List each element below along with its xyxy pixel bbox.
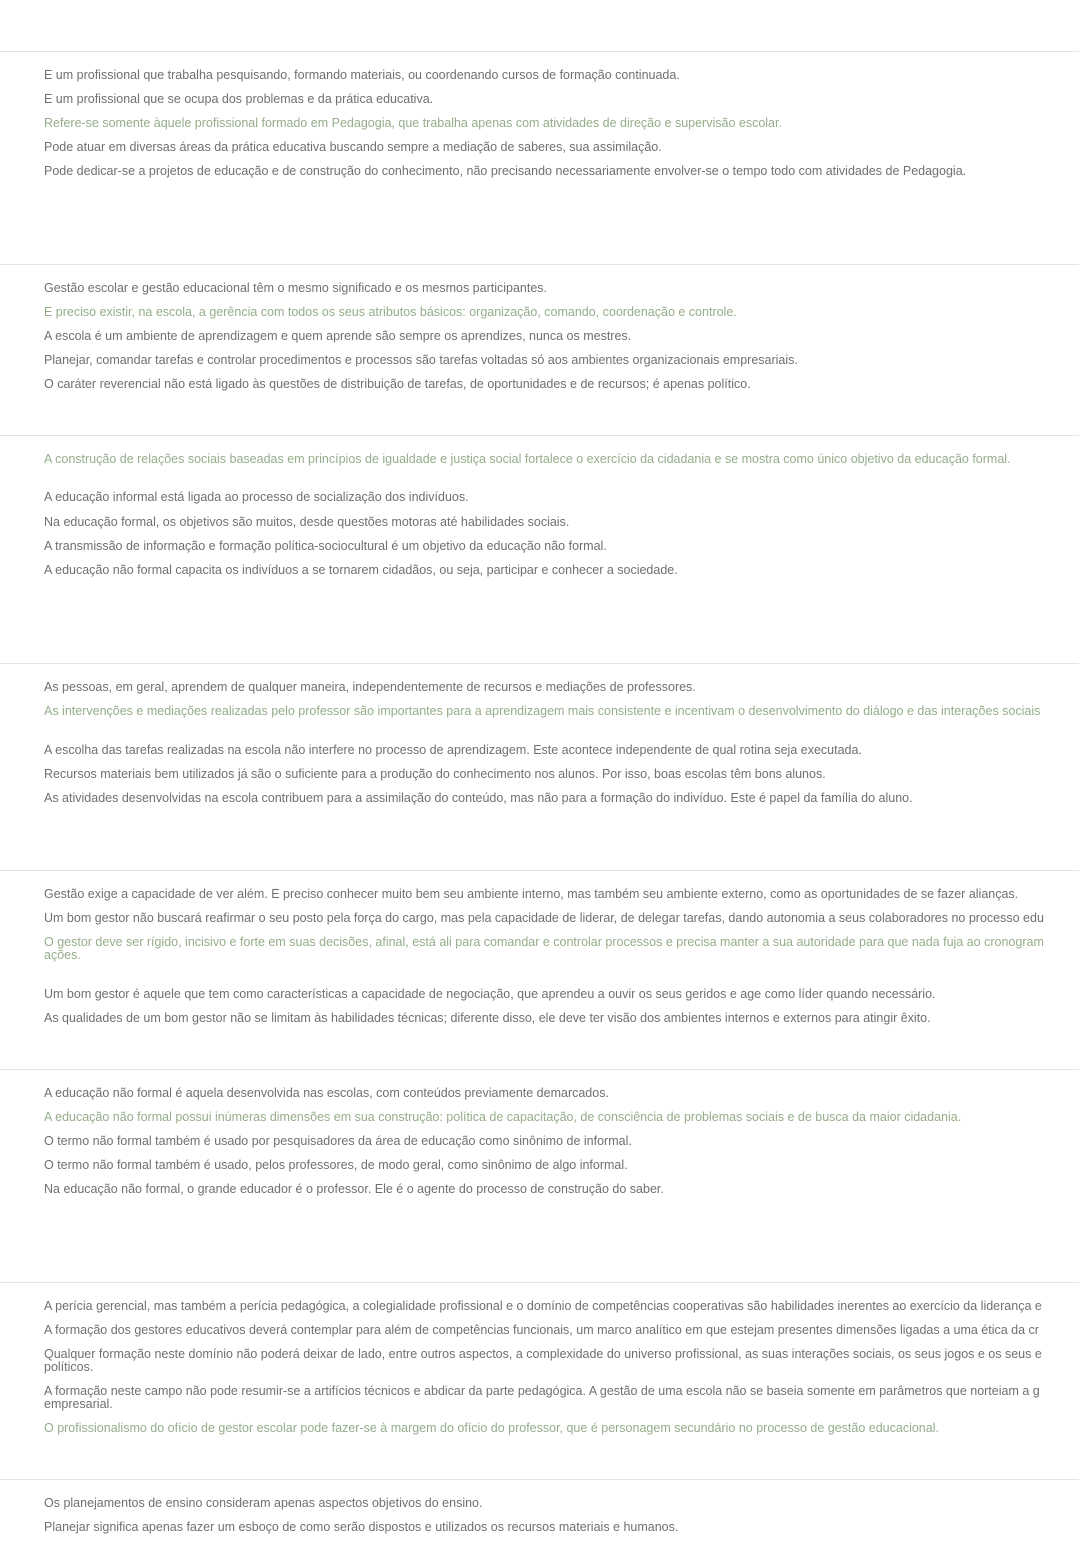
answer-option[interactable]: A educação não formal capacita os indivíduos a se tornarem cidadãos, ou seja, participar e conhecer a sociedade. (44, 564, 678, 577)
answer-option[interactable]: O termo não formal também é usado por pesquisadores da área de educação como sinônimo de informal. (44, 1135, 632, 1148)
answer-option[interactable]: A educação não formal é aquela desenvolvida nas escolas, com conteúdos previamente demarcados. (44, 1087, 609, 1100)
answer-option[interactable]: Gestão exige a capacidade de ver além. É preciso conhecer muito bem seu ambiente interno, mas também seu ambiente externo, como as oportunidades de se fazer alianças. (44, 888, 1019, 901)
answer-option[interactable]: O termo não formal também é usado, pelos professores, de modo geral, como sinônimo de algo informal. (44, 1159, 628, 1172)
divider (0, 264, 1079, 265)
answer-option[interactable]: Pode dedicar-se a projetos de educação e de construção do conhecimento, não precisando necessariamente envolver-se o tempo todo com atividades de Pedagogia. (44, 165, 967, 178)
answer-option-continuation: ações. (44, 949, 81, 962)
answer-option[interactable]: A perícia gerencial, mas também a perícia pedagógica, a colegialidade profissional e o domínio de competências cooperativas são habilidades inerentes ao exercício da liderança e (44, 1300, 1042, 1313)
answer-option[interactable]: Os planejamentos de ensino consideram apenas aspectos objetivos do ensino. (44, 1497, 483, 1510)
divider (0, 435, 1079, 436)
answer-option[interactable]: Gestão escolar e gestão educacional têm o mesmo significado e os mesmos participantes. (44, 282, 548, 295)
answer-option[interactable]: Planejar significa apenas fazer um esboço de como serão dispostos e utilizados os recursos materiais e humanos. (44, 1521, 679, 1534)
answer-option[interactable]: A educação informal está ligada ao processo de socialização dos indivíduos. (44, 491, 469, 504)
answer-option[interactable]: A escola é um ambiente de aprendizagem e quem aprende são sempre os aprendizes, nunca os mestres. (44, 330, 632, 343)
answer-option[interactable]: Na educação formal, os objetivos são muitos, desde questões motoras até habilidades sociais. (44, 516, 570, 529)
divider (0, 870, 1079, 871)
divider (0, 663, 1079, 664)
answer-option[interactable]: A escolha das tarefas realizadas na escola não interfere no processo de aprendizagem. Este acontece independente de qual rotina seja executada. (44, 744, 862, 757)
answer-option[interactable]: As pessoas, em geral, aprendem de qualquer maneira, independentemente de recursos e mediações de professores. (44, 681, 696, 694)
answer-option-continuation: empresarial. (44, 1398, 113, 1411)
answer-option[interactable]: Um bom gestor não buscará reafirmar o seu posto pela força do cargo, mas pela capacidade de liderar, de delegar tarefas, dando autonomia a seus colaboradores no processo edu (44, 912, 1044, 925)
answer-option-correct[interactable]: O profissionalismo do ofício de gestor escolar pode fazer-se à margem do ofício do professor, que é personagem secundário no processo de gestão educacional. (44, 1422, 939, 1435)
answer-option-continuation: políticos. (44, 1361, 94, 1374)
answer-option-correct[interactable]: A educação não formal possui inúmeras dimensões em sua construção: política de capacitação, de consciência de problemas sociais e de busca da maior cidadania. (44, 1111, 962, 1124)
answer-option[interactable]: Recursos materiais bem utilizados já são o suficiente para a produção do conhecimento nos alunos. Por isso, boas escolas têm bons alunos. (44, 768, 826, 781)
divider (0, 1479, 1079, 1480)
divider (0, 51, 1079, 52)
answer-option[interactable]: O caráter reverencial não está ligado às questões de distribuição de tarefas, de oportunidades e de recursos; é apenas político. (44, 378, 751, 391)
answer-option-correct[interactable]: A construção de relações sociais baseadas em princípios de igualdade e justiça social fortalece o exercício da cidadania e se mostra como único objetivo da educação formal. (44, 453, 1011, 466)
answer-option[interactable]: Planejar, comandar tarefas e controlar procedimentos e processos são tarefas voltadas só aos ambientes organizacionais empresariais. (44, 354, 798, 367)
answer-option-correct[interactable]: As intervenções e mediações realizadas pelo professor são importantes para a aprendizagem mais consistente e incentivam o desenvolvimento do diálogo e das interações sociais (44, 705, 1041, 718)
divider (0, 1282, 1079, 1283)
answer-option[interactable]: Qualquer formação neste domínio não poderá deixar de lado, entre outros aspectos, a complexidade do universo profissional, as suas interações sociais, os seus jogos e os seus e (44, 1348, 1042, 1361)
answer-option[interactable]: É um profissional que se ocupa dos problemas e da prática educativa. (44, 93, 434, 106)
answer-option[interactable]: As qualidades de um bom gestor não se limitam às habilidades técnicas; diferente disso, ele deve ter visão dos ambientes internos e externos para atingir êxito. (44, 1012, 931, 1025)
divider (0, 1069, 1079, 1070)
answer-option[interactable]: Um bom gestor é aquele que tem como características a capacidade de negociação, que aprendeu a ouvir os seus geridos e age como líder quando necessário. (44, 988, 936, 1001)
answer-option[interactable]: A transmissão de informação e formação política-sociocultural é um objetivo da educação não formal. (44, 540, 607, 553)
answer-option[interactable]: A formação dos gestores educativos deverá contemplar para além de competências funcionais, um marco analítico em que estejam presentes dimensões ligadas a uma ética da cr (44, 1324, 1039, 1337)
answer-option-correct[interactable]: O gestor deve ser rígido, incisivo e forte em suas decisões, afinal, está ali para comandar e controlar processos e precisa manter a sua autoridade para que nada fuja ao cronogram (44, 936, 1044, 949)
answer-option[interactable]: Pode atuar em diversas áreas da prática educativa buscando sempre a mediação de saberes, sua assimilação. (44, 141, 662, 154)
answer-option-correct[interactable]: É preciso existir, na escola, a gerência com todos os seus atributos básicos: organização, comando, coordenação e controle. (44, 306, 737, 319)
answer-option[interactable]: É um profissional que trabalha pesquisando, formando materiais, ou coordenando cursos de formação continuada. (44, 69, 680, 82)
answer-option[interactable]: As atividades desenvolvidas na escola contribuem para a assimilação do conteúdo, mas não para a formação do indivíduo. Este é papel da família do aluno. (44, 792, 913, 805)
answer-option[interactable]: A formação neste campo não pode resumir-se a artifícios técnicos e abdicar da parte pedagógica. A gestão de uma escola não se baseia somente em parâmetros que norteiam a g (44, 1385, 1040, 1398)
answer-option-correct[interactable]: Refere-se somente àquele profissional formado em Pedagogia, que trabalha apenas com atividades de direção e supervisão escolar. (44, 117, 782, 130)
answer-option[interactable]: Na educação não formal, o grande educador é o professor. Ele é o agente do processo de construção do saber. (44, 1183, 664, 1196)
